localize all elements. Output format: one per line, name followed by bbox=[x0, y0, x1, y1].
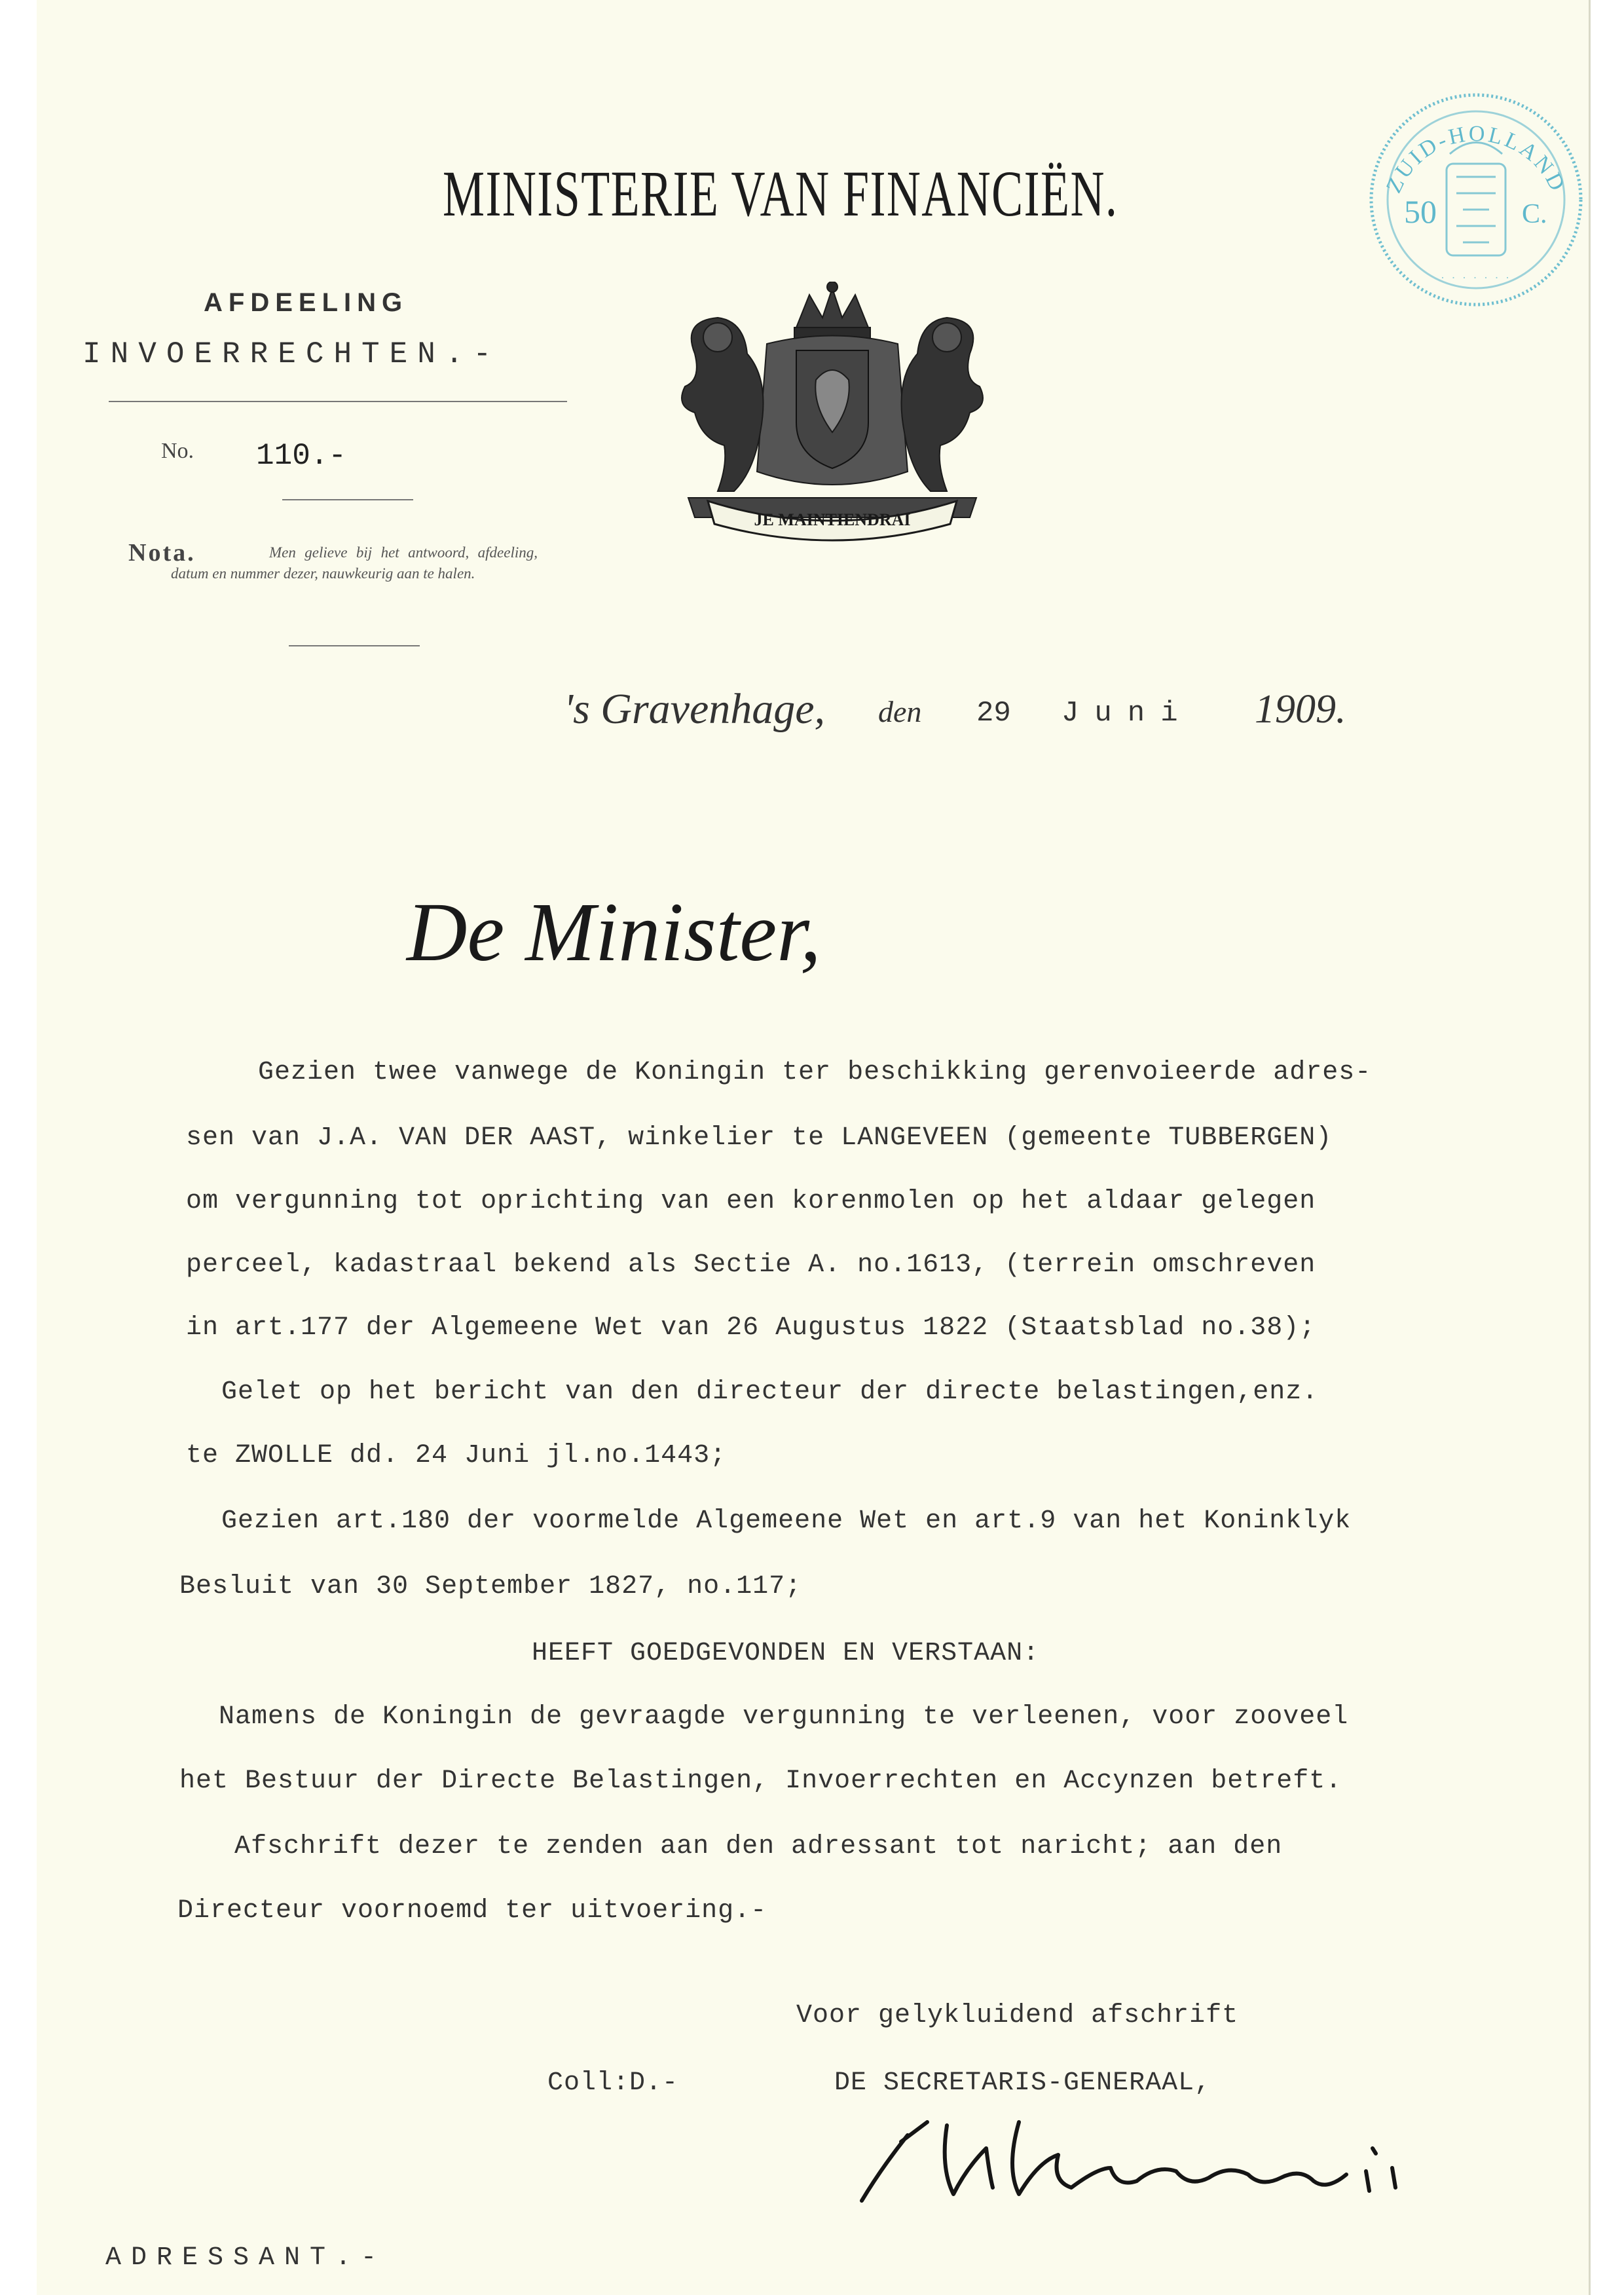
nota-label: Nota. bbox=[128, 539, 196, 567]
department-name: INVOERRECHTEN.- bbox=[83, 337, 502, 371]
number-label: No. bbox=[161, 439, 194, 463]
revenue-stamp bbox=[1365, 85, 1587, 314]
coll-reference: Coll:D.- bbox=[547, 2068, 679, 2098]
nota-text: Men gelieve bij het antwoord, afdeeling, datum en nummer dezer, nauwkeurig aan te halen. bbox=[171, 544, 538, 582]
dateline-den: den bbox=[878, 695, 922, 728]
department-rule bbox=[109, 401, 567, 402]
dateline-day: 29 bbox=[976, 697, 1011, 730]
body-line: het Bestuur der Directe Belastingen, Invoerrechten en Accynzen betreft. bbox=[179, 1766, 1342, 1796]
body-line: Gelet op het bericht van den directeur der directe belastingen,enz. bbox=[221, 1377, 1319, 1407]
body-line: te ZWOLLE dd. 24 Juni jl.no.1443; bbox=[186, 1441, 727, 1470]
addressee-footer: ADRESSANT.- bbox=[105, 2243, 387, 2273]
number-value: 110.- bbox=[256, 439, 347, 473]
coat-of-arms-icon bbox=[655, 282, 1009, 544]
stamp-text: ZUID-HOLLAND bbox=[1381, 121, 1571, 197]
dateline-year: 1909. bbox=[1255, 687, 1346, 732]
dateline-place: 's Gravenhage, bbox=[564, 685, 826, 733]
stamp-unit: C. bbox=[1522, 199, 1547, 229]
ministry-title: MINISTERIE VAN FINANCIËN. bbox=[443, 157, 1118, 230]
body-line: Besluit van 30 September 1827, no.117; bbox=[179, 1572, 802, 1601]
number-rule bbox=[282, 499, 413, 500]
salutation: De Minister, bbox=[407, 886, 821, 979]
body-line: om vergunning tot oprichting van een korenmolen op het aldaar gelegen bbox=[186, 1187, 1316, 1216]
nota-rule bbox=[289, 645, 420, 646]
body-line: Gezien art.180 der voormelde Algemeene Wet en art.9 van het Koninklyk bbox=[221, 1506, 1352, 1536]
body-line: Afschrift dezer te zenden aan den adressant tot naricht; aan den bbox=[234, 1832, 1283, 1861]
body-heading: HEEFT GOEDGEVONDEN EN VERSTAAN: bbox=[532, 1639, 1040, 1668]
department-label: AFDEELING bbox=[204, 288, 409, 317]
body-line: in art.177 der Algemeene Wet van 26 Augustus 1822 (Staatsblad no.38); bbox=[186, 1313, 1316, 1343]
body-line: sen van J.A. VAN DER AAST, winkelier te LANGEVEEN (gemeente TUBBERGEN) bbox=[186, 1123, 1333, 1153]
body-line: perceel, kadastraal bekend als Sectie A. no.1613, (terrein omschreven bbox=[186, 1250, 1316, 1280]
stamp-value: 50 bbox=[1404, 193, 1437, 230]
coat-motto: JE MAINTIENDRAI bbox=[754, 510, 911, 529]
svg-text:· · · · · · ·: · · · · · · · bbox=[1441, 271, 1511, 284]
dateline-month: Juni bbox=[1061, 697, 1194, 730]
body-line: Gezien twee vanwege de Koningin ter beschikking gerenvoieerde adres- bbox=[258, 1058, 1372, 1087]
certified-copy: Voor gelykluidend afschrift bbox=[796, 2001, 1239, 2030]
letter-sheet bbox=[37, 0, 1591, 2295]
signatory-title: DE SECRETARIS-GENERAAL, bbox=[834, 2068, 1211, 2098]
signature bbox=[822, 2109, 1464, 2214]
body-line: Namens de Koningin de gevraagde vergunning te verleenen, voor zooveel bbox=[219, 1702, 1349, 1732]
body-line: Directeur voornoemd ter uitvoering.- bbox=[177, 1896, 767, 1926]
